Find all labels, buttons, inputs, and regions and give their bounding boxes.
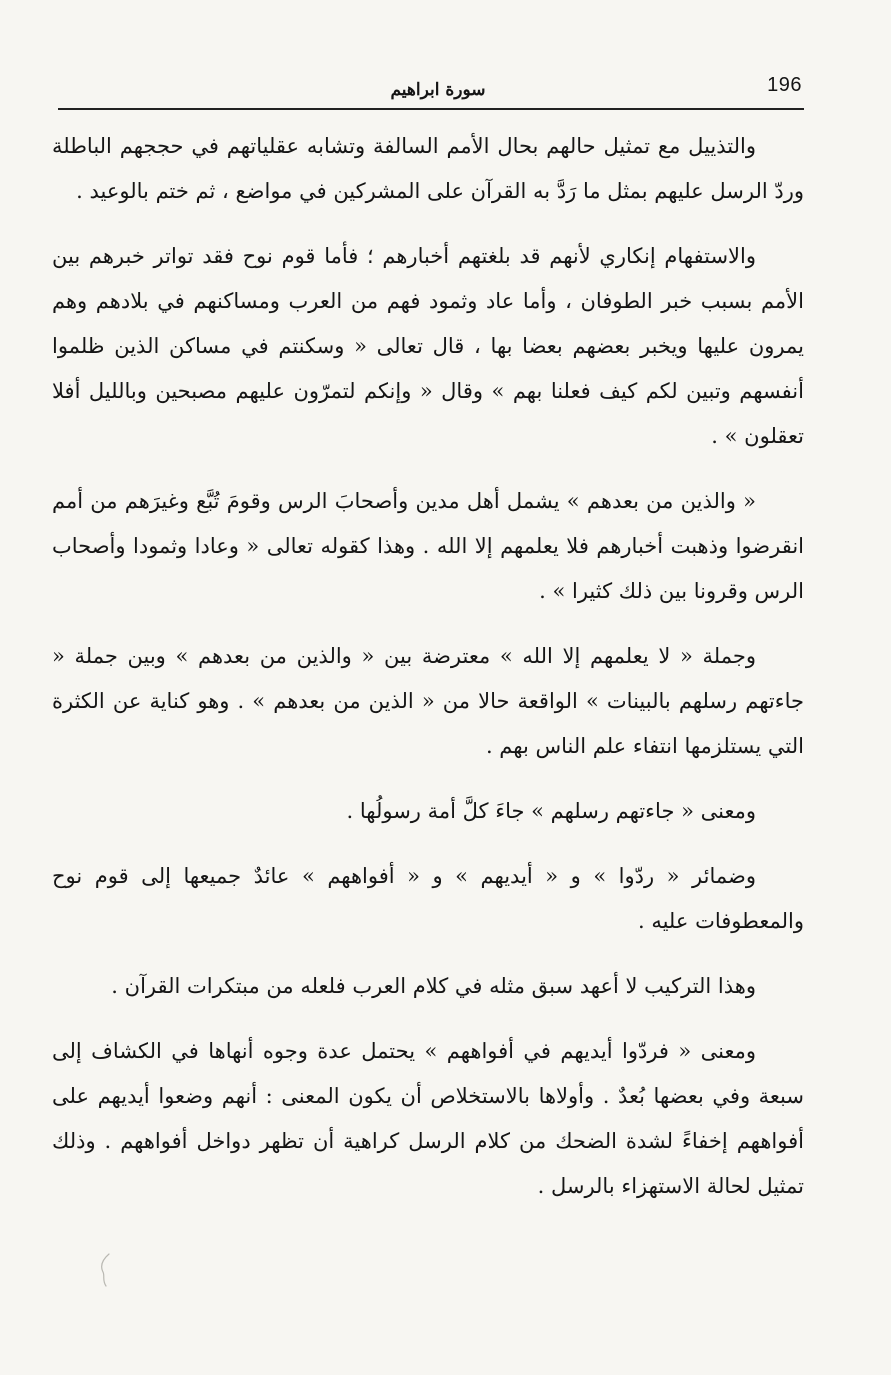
paragraph-6: وضمائر « ردّوا » و « أيديهم » و « أفواههم » عائدٌ جميعها إلى قوم نوح والمعطوفات عليه . bbox=[52, 864, 804, 933]
paragraph-1: والتذييل مع تمثيل حالهم بحال الأمم السالفة وتشابه عقلياتهم في حججهم الباطلة وردّ الرسل عليهم بمثل ما رَدَّ به القرآن على المشركين في مواضع ، ثم ختم بالوعيد . bbox=[52, 134, 804, 203]
body-text bbox=[52, 124, 804, 1209]
header-divider bbox=[58, 108, 804, 110]
page-header bbox=[58, 72, 804, 108]
pencil-mark-icon bbox=[96, 1252, 118, 1288]
page-number: 196 bbox=[767, 74, 802, 96]
paragraph-5: ومعنى « جاءتهم رسلهم » جاءَ كلَّ أمة رسولُها . bbox=[346, 799, 756, 823]
paragraph-3: « والذين من بعدهم » يشمل أهل مدين وأصحابَ الرس وقومَ تُبَّع وغيرَهم من أمم انقرضوا وذهبت أخبارهم فلا يعلمهم إلا الله . وهذا كقوله تعالى « وعادا وثمودا وأصحاب الرس وقرونا بين ذلك كثيرا » . bbox=[52, 489, 804, 603]
paragraph-8: ومعنى « فردّوا أيديهم في أفواههم » يحتمل عدة وجوه أنهاها في الكشاف إلى سبعة وفي بعضها بُعدٌ . وأولاها بالاستخلاص أن يكون المعنى : أنهم وضعوا أيديهم على أفواههم إخفاءً لشدة الضحك من كلام الرسل كراهية أن تظهر دواخل أفواههم . وذلك تمثيل لحالة الاستهزاء بالرسل . bbox=[52, 1039, 804, 1198]
paragraph-7: وهذا التركيب لا أعهد سبق مثله في كلام العرب فلعله من مبتكرات القرآن . bbox=[111, 974, 756, 998]
paragraph-4: وجملة « لا يعلمهم إلا الله » معترضة بين « والذين من بعدهم » وبين جملة « جاءتهم رسلهم بالبينات » الواقعة حالا من « الذين من بعدهم » . وهو كناية عن الكثرة التي يستلزمها انتفاء علم الناس بهم . bbox=[52, 644, 804, 758]
paragraph-2: والاستفهام إنكاري لأنهم قد بلغتهم أخبارهم ؛ فأما قوم نوح فقد تواتر خبرهم بين الأمم بسبب خبر الطوفان ، وأما عاد وثمود فهم من العرب ومساكنهم في بلادهم وهم يمرون عليها ويخبر بعضهم بعضا بها ، قال تعالى « وسكنتم في مساكن الذين ظلموا أنفسهم وتبين لكم كيف فعلنا بهم » وقال « وإنكم لتمرّون عليهم مصبحين وبالليل أفلا تعقلون » . bbox=[52, 244, 804, 448]
surah-title: سورة ابراهيم bbox=[390, 80, 486, 100]
